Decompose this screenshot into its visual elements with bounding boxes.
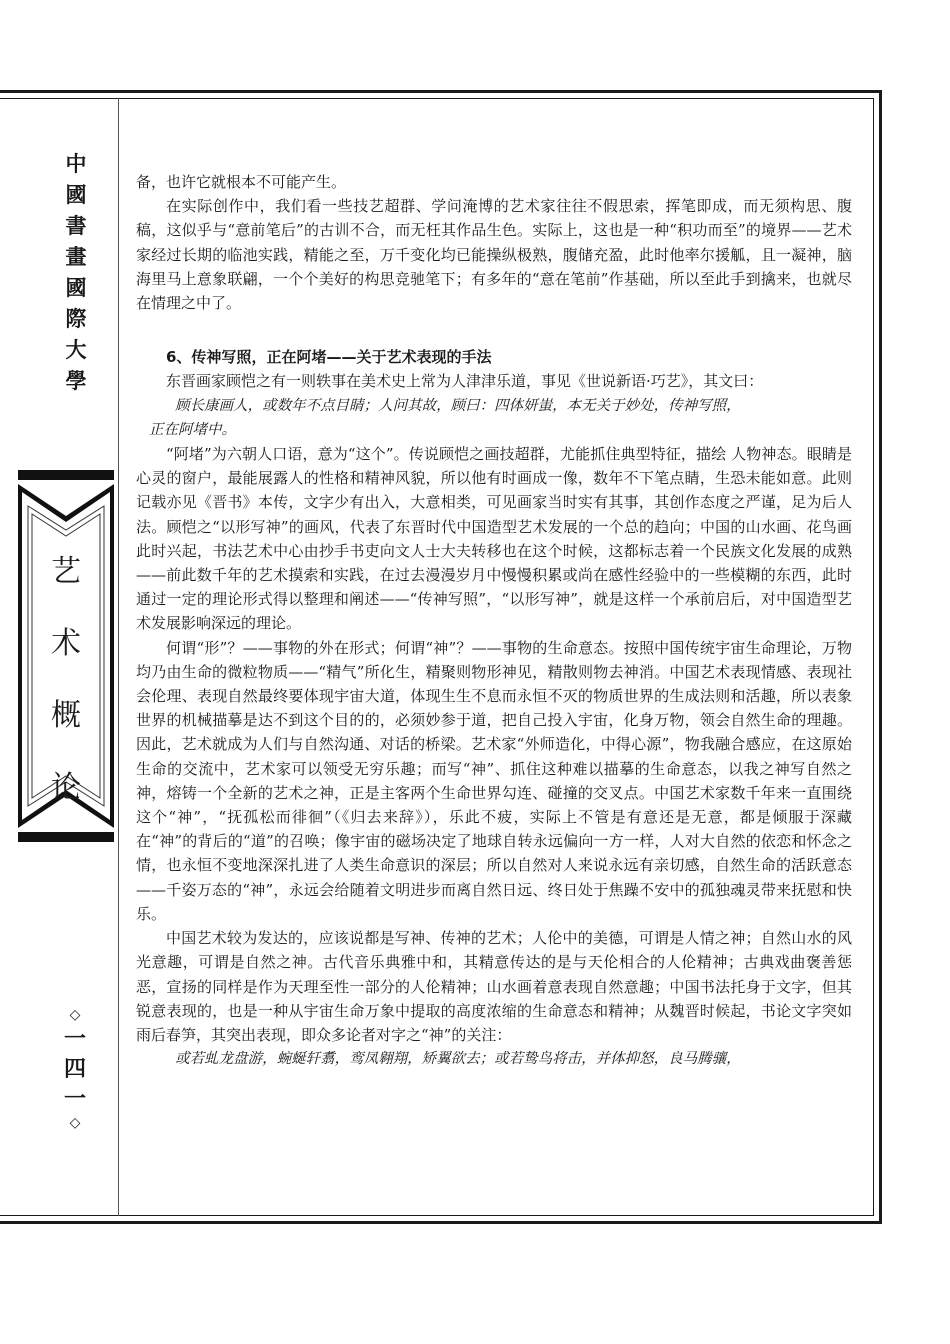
book-title-char: 术 (51, 626, 81, 661)
paragraph: 在实际创作中，我们看一些技艺超群、学问淹博的艺术家往往不假思索，挥笔即成，而无须构思、腹稿，这似乎与“意前笔后”的古训不合，而无枉其作品生色。实际上，这也是一种“积功而至”的境界——艺术家经过长期的临池实践，精能之至，万千变化均已能操纵极熟，腹储充盈，此时他率尔援觚，且一凝神，脑海里马上意象联翩，一个个美好的构思竞驰笔下；有多年的“意在笔前”作基础，所以至此手到擒来，也就尽在情理之中了。 (136, 197, 852, 313)
university-char: 中 (65, 151, 87, 176)
university-name (64, 148, 88, 396)
sidebar-divider (118, 98, 119, 1216)
paragraph: 东晋画家顾恺之有一则轶事在美术史上常为人津津乐道，事见《世说新语·巧艺》，其文曰： (166, 372, 764, 391)
paragraph: “阿堵”为六朝人口语，意为“这个”。传说顾恺之画技超群，尤能抓住典型特征，描绘 人物神态。眼睛是心灵的窗户，最能展露人的性格和精神风貌，所以他有时画成一像，数年不下笔点睛，生恐未能如意。此则记载亦见《晋书》本传，文字少有出入，大意相类，可见画家当时实有其事，其创作态度之严谨，足为后人法。顾恺之“以形写神”的画风，代表了东晋时代中国造型艺术发展的一个总的趋向；中国的山水画、花鸟画此时兴起，书法艺术中心由抄手书吏向文人士大夫转移也在这个时候，这都标志着一个民族文化发展的成熟——前此数千年的艺术摸索和实践，在过去漫漫岁月中慢慢积累或尚在感性经验中的一些模糊的东西，此时通过一定的理论形式得以整理和阐述——“传神写照”，“以形写神”，就是这样一个承前启后，对中国造型艺术发展影响深远的理论。 (136, 445, 852, 633)
quote-line: 正在阿堵中。 (149, 421, 237, 438)
quote-line: 或若虬龙盘游，蜿蜒轩翥，鸾凤翱翔，矫翼欲去；或若鸷鸟将击，并体抑怒，良马腾骧， (175, 1051, 741, 1068)
university-char: 書 (65, 213, 87, 238)
university-char: 際 (65, 306, 87, 331)
book-title-char: 概 (51, 698, 81, 733)
paragraph: 中国艺术较为发达的，应该说都是写神、传神的艺术；人伦中的美德，可谓是人情之神；自然山水的风光意趣，可谓是自然之神。古代音乐典雅中和，其精意传达的是与天伦相合的人伦精神；古典戏曲褒善惩恶，宣扬的同样是作为天理至性一部分的人伦精神；山水画着意表现自然意趣；中国书法托身于文字，但其锐意表现的，也是一种从宇宙生命万象中提取的高度浓缩的生命意态和精神；从魏晋时候起，书论文字突如雨后春笋，其突出表现，即众多论者对字之“神”的关注： (136, 929, 852, 1044)
block-quote (136, 1047, 852, 1071)
book-title-box (18, 470, 114, 842)
university-char: 國 (65, 275, 87, 300)
page-number-char: 四 (63, 1056, 86, 1082)
quote-line: 顾长康画人，或数年不点目睛；人问其故，顾曰：四体妍蚩，本无关于妙处，传神写照， (175, 397, 741, 414)
section-heading: 6、传神写照，正在阿堵——关于艺术表现的手法 (166, 348, 492, 367)
title-bar-top (18, 470, 114, 480)
title-bar-bottom (18, 832, 114, 842)
book-title-char: 论 (51, 770, 81, 805)
body-text (136, 170, 852, 1071)
book-title (48, 536, 84, 824)
book-title-char: 艺 (51, 554, 81, 589)
diamond-icon: ◇ (69, 1007, 81, 1023)
diamond-icon: ◇ (69, 1115, 81, 1131)
paragraph: 何谓“形”？——事物的外在形式；何谓“神”？——事物的生命意态。按照中国传统宇宙生命理论，万物均乃由生命的微粒物质——“精气”所化生，精聚则物形神见，精散则物去神消。中国艺术表现情感、表现社会伦理、表现自然最终要体现宇宙大道，体现生生不息而永恒不灭的物质世界的生成法则和活趣，所以表象世界的机械描摹是达不到这个目的的，必须妙参于道，把自己投入宇宙，化身万物，领会自然生命的理趣。因此，艺术就成为人们与自然沟通、对话的桥梁。艺术家“外师造化，中得心源”，物我融合感应，在这原始生命的交流中，艺术家可以领受无穷乐趣；而写“神”、抓住这种难以描摹的生命意态，以我之神写自然之神，熔铸一个全新的艺术之神，正是主客两个生命世界勾连、碰撞的交叉点。中国艺术家数千年来一直围绕这个“神”，“抚孤松而徘徊”（《归去来辞》），乐此不疲，实际上不管是有意还是无意，都是倾服于深藏在“神”的背后的“道”的召唤；像宇宙的磁场决定了地球自转永远偏向一方一样，人对大自然的依恋和怀念之情，也永恒不变地深深扎进了人类生命意识的深层；所以自然对人来说永远有亲切感，自然生命的活跃意态——千姿万态的“神”，永远会给随着文明进步而离自然日远、终日处于焦躁不安中的孤独魂灵带来抚慰和快乐。 (136, 638, 852, 923)
block-quote (136, 394, 852, 442)
page-number-char: 一 (63, 1026, 86, 1052)
university-char: 學 (65, 368, 87, 393)
university-char: 畫 (65, 244, 87, 269)
page-number (60, 1006, 90, 1132)
page-number-char: 一 (63, 1086, 86, 1112)
paragraph: 备，也许它就根本不可能产生。 (136, 173, 347, 191)
university-char: 大 (65, 337, 87, 362)
university-char: 國 (65, 182, 87, 207)
